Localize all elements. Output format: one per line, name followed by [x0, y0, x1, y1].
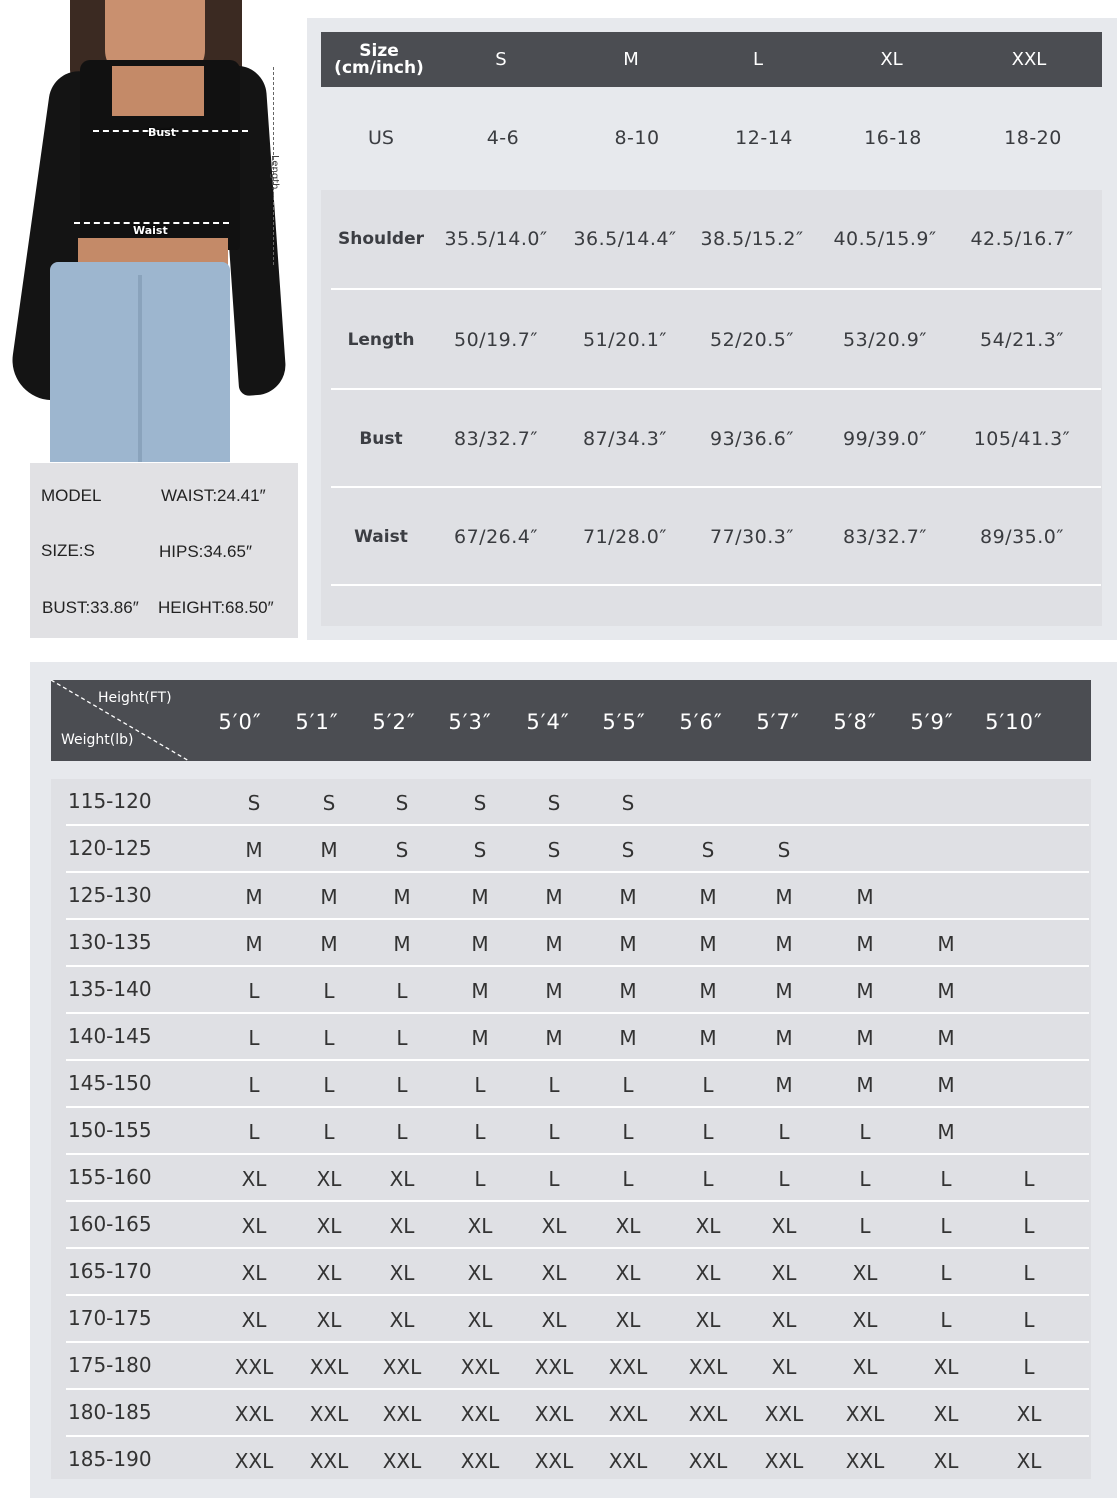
- size-cell: L: [548, 1167, 560, 1191]
- cell-value: 35.5/14.0″: [444, 228, 548, 250]
- size-cell: M: [856, 979, 874, 1003]
- size-cell: XXL: [309, 1402, 349, 1426]
- size-cell: S: [473, 791, 487, 815]
- size-cell: M: [937, 1026, 955, 1050]
- size-cell: L: [702, 1120, 714, 1144]
- size-cell: XL: [467, 1261, 493, 1285]
- weight-range: 150-155: [68, 1118, 152, 1142]
- size-cell: XL: [771, 1214, 797, 1238]
- size-cell: XL: [615, 1214, 641, 1238]
- size-cell: M: [775, 979, 793, 1003]
- size-cell: XXL: [460, 1449, 500, 1473]
- cell-value: 71/28.0″: [583, 526, 667, 548]
- size-cell: L: [396, 1120, 408, 1144]
- size-cell: XL: [695, 1261, 721, 1285]
- size-cell: L: [622, 1167, 634, 1191]
- size-cell: M: [320, 932, 338, 956]
- measurement-chart-header: [321, 32, 1102, 87]
- size-cell: L: [396, 979, 408, 1003]
- size-cell: XXL: [534, 1449, 574, 1473]
- size-cell: XL: [615, 1261, 641, 1285]
- size-cell: M: [245, 932, 263, 956]
- size-cell: M: [619, 1026, 637, 1050]
- size-cell: L: [622, 1073, 634, 1097]
- size-cell: L: [548, 1073, 560, 1097]
- size-cell: XL: [615, 1308, 641, 1332]
- model-height: HEIGHT:68.50″: [158, 598, 274, 617]
- size-cell: M: [775, 932, 793, 956]
- size-col-xl: XL: [880, 49, 903, 70]
- size-cell: M: [856, 1026, 874, 1050]
- size-cell: XXL: [382, 1355, 422, 1379]
- size-cell: L: [248, 979, 260, 1003]
- table-row: [66, 873, 1089, 920]
- size-cell: XXL: [688, 1449, 728, 1473]
- height-weight-body: [51, 779, 1091, 1479]
- table-row-waist: [331, 490, 1101, 586]
- size-cell: S: [322, 791, 336, 815]
- size-cell: XXL: [688, 1355, 728, 1379]
- length-annotation: Length: [269, 155, 280, 190]
- weight-range: 180-185: [68, 1400, 152, 1424]
- weight-range: 145-150: [68, 1071, 152, 1095]
- size-cell: L: [474, 1120, 486, 1144]
- cell-value: 52/20.5″: [710, 329, 794, 351]
- size-cell: L: [1023, 1214, 1035, 1238]
- weight-range: 175-180: [68, 1353, 152, 1377]
- table-row: [66, 1202, 1089, 1249]
- size-cell: XXL: [460, 1355, 500, 1379]
- cell-value: 51/20.1″: [583, 329, 667, 351]
- weight-range: 135-140: [68, 977, 152, 1001]
- table-row-shoulder: [331, 190, 1101, 290]
- height-col: 5′10″: [985, 710, 1043, 734]
- cell-value: 105/41.3″: [973, 428, 1071, 450]
- size-cell: XL: [695, 1308, 721, 1332]
- height-col: 5′4″: [526, 710, 570, 734]
- size-cell: L: [778, 1167, 790, 1191]
- size-cell: XL: [241, 1308, 267, 1332]
- size-cell: M: [775, 885, 793, 909]
- size-cell: M: [393, 885, 411, 909]
- size-cell: M: [937, 1073, 955, 1097]
- table-row-length: [331, 292, 1101, 390]
- size-col-m: M: [623, 49, 639, 70]
- table-row: [66, 1437, 1089, 1484]
- size-cell: M: [471, 885, 489, 909]
- size-cell: M: [545, 885, 563, 909]
- cell-value: 83/32.7″: [454, 428, 538, 450]
- model-size: SIZE:S: [41, 541, 95, 560]
- size-cell: XL: [241, 1261, 267, 1285]
- cell-value: 42.5/16.7″: [970, 228, 1074, 250]
- model-title: MODEL: [41, 486, 102, 505]
- weight-range: 165-170: [68, 1259, 152, 1283]
- size-cell: XXL: [534, 1355, 574, 1379]
- size-col-xxl: XXL: [1011, 49, 1047, 70]
- size-cell: XL: [771, 1355, 797, 1379]
- size-cell: XL: [316, 1308, 342, 1332]
- table-row: [66, 920, 1089, 967]
- size-cell: M: [937, 979, 955, 1003]
- table-row: [66, 826, 1089, 873]
- size-cell: XL: [933, 1355, 959, 1379]
- size-cell: XXL: [845, 1449, 885, 1473]
- us-value: 12-14: [735, 127, 793, 149]
- size-cell: M: [619, 932, 637, 956]
- cell-value: 83/32.7″: [843, 526, 927, 548]
- size-cell: M: [619, 979, 637, 1003]
- size-cell: M: [245, 885, 263, 909]
- height-weight-chart: [30, 662, 1117, 1498]
- size-cell: M: [619, 885, 637, 909]
- cell-value: 40.5/15.9″: [833, 228, 937, 250]
- height-col: 5′3″: [448, 710, 492, 734]
- cell-value: 87/34.3″: [583, 428, 667, 450]
- size-cell: XXL: [845, 1402, 885, 1426]
- size-cell: S: [547, 791, 561, 815]
- weight-axis-label: Weight(lb): [61, 732, 134, 748]
- weight-range: 120-125: [68, 836, 152, 860]
- table-row: [66, 1155, 1089, 1202]
- size-cell: XL: [541, 1214, 567, 1238]
- size-cell: L: [1023, 1308, 1035, 1332]
- size-cell: XL: [852, 1261, 878, 1285]
- size-cell: M: [699, 979, 717, 1003]
- size-cell: L: [396, 1073, 408, 1097]
- height-weight-header: [51, 680, 1091, 761]
- row-label: Shoulder: [337, 229, 425, 249]
- size-cell: S: [247, 791, 261, 815]
- size-cell: XL: [695, 1214, 721, 1238]
- model-hips: HIPS:34.65″: [159, 542, 252, 561]
- bust-annotation: Bust: [148, 126, 177, 139]
- size-cell: XL: [771, 1308, 797, 1332]
- size-cell: S: [473, 838, 487, 862]
- table-row: [66, 779, 1089, 826]
- size-cell: XL: [316, 1167, 342, 1191]
- size-cell: XXL: [309, 1355, 349, 1379]
- size-cell: XL: [389, 1167, 415, 1191]
- size-cell: M: [775, 1026, 793, 1050]
- size-cell: L: [1023, 1355, 1035, 1379]
- height-col: 5′2″: [372, 710, 416, 734]
- us-label: US: [368, 127, 394, 149]
- table-row: [66, 1061, 1089, 1108]
- size-cell: L: [778, 1120, 790, 1144]
- size-cell: XL: [241, 1214, 267, 1238]
- size-cell: XXL: [460, 1402, 500, 1426]
- us-value: 16-18: [864, 127, 922, 149]
- size-header-line2: (cm/inch): [334, 57, 424, 78]
- size-cell: L: [940, 1167, 952, 1191]
- photo-jeans-seam: [138, 275, 142, 462]
- row-label: Length: [347, 330, 415, 350]
- size-cell: M: [245, 838, 263, 862]
- cell-value: 89/35.0″: [980, 526, 1064, 548]
- table-row: [66, 1108, 1089, 1155]
- size-cell: L: [940, 1214, 952, 1238]
- size-cell: XL: [852, 1355, 878, 1379]
- size-cell: XL: [933, 1449, 959, 1473]
- size-header-line1: Size: [359, 40, 399, 61]
- size-cell: XL: [852, 1308, 878, 1332]
- size-cell: S: [621, 791, 635, 815]
- height-col: 5′1″: [295, 710, 339, 734]
- size-cell: XL: [316, 1214, 342, 1238]
- size-cell: S: [395, 791, 409, 815]
- cell-value: 99/39.0″: [843, 428, 927, 450]
- row-label: Bust: [359, 429, 403, 449]
- row-label: Waist: [354, 527, 408, 547]
- photo-neckline: [112, 66, 204, 116]
- size-cell: M: [471, 1026, 489, 1050]
- height-col: 5′0″: [218, 710, 262, 734]
- size-cell: L: [859, 1214, 871, 1238]
- height-col: 5′8″: [833, 710, 877, 734]
- size-cell: L: [940, 1308, 952, 1332]
- size-cell: L: [474, 1073, 486, 1097]
- size-cell: XXL: [608, 1402, 648, 1426]
- model-photo: [0, 0, 300, 462]
- table-row: [66, 1296, 1089, 1343]
- size-cell: XXL: [309, 1449, 349, 1473]
- size-cell: M: [320, 885, 338, 909]
- size-cell: XL: [541, 1261, 567, 1285]
- cell-value: 77/30.3″: [710, 526, 794, 548]
- size-cell: XXL: [608, 1355, 648, 1379]
- size-cell: XXL: [382, 1449, 422, 1473]
- cell-value: 67/26.4″: [454, 526, 538, 548]
- size-cell: L: [702, 1167, 714, 1191]
- cell-value: 54/21.3″: [980, 329, 1064, 351]
- table-row-bust: [331, 392, 1101, 488]
- waist-annotation: Waist: [133, 224, 168, 237]
- size-cell: L: [248, 1120, 260, 1144]
- size-cell: L: [323, 1026, 335, 1050]
- size-cell: XL: [541, 1308, 567, 1332]
- size-cell: S: [395, 838, 409, 862]
- weight-range: 115-120: [68, 789, 152, 813]
- cell-value: 38.5/15.2″: [700, 228, 804, 250]
- weight-range: 140-145: [68, 1024, 152, 1048]
- height-col: 5′5″: [602, 710, 646, 734]
- size-cell: L: [940, 1261, 952, 1285]
- size-cell: L: [1023, 1167, 1035, 1191]
- size-cell: XL: [467, 1214, 493, 1238]
- size-cell: XXL: [608, 1449, 648, 1473]
- size-cell: XL: [389, 1308, 415, 1332]
- size-cell: M: [856, 1073, 874, 1097]
- size-cell: L: [702, 1073, 714, 1097]
- size-cell: L: [859, 1167, 871, 1191]
- size-cell: XL: [389, 1214, 415, 1238]
- size-cell: L: [548, 1120, 560, 1144]
- cell-value: 53/20.9″: [843, 329, 927, 351]
- size-cell: M: [545, 1026, 563, 1050]
- height-col: 5′6″: [679, 710, 723, 734]
- size-cell: M: [856, 932, 874, 956]
- table-row: [66, 1249, 1089, 1296]
- size-cell: M: [545, 979, 563, 1003]
- size-cell: S: [547, 838, 561, 862]
- height-col: 5′9″: [910, 710, 954, 734]
- size-cell: M: [699, 1026, 717, 1050]
- size-cell: S: [701, 838, 715, 862]
- size-cell: XXL: [534, 1402, 574, 1426]
- size-cell: L: [396, 1026, 408, 1050]
- size-cell: XL: [467, 1308, 493, 1332]
- size-col-l: L: [752, 49, 764, 70]
- weight-range: 125-130: [68, 883, 152, 907]
- model-bust: BUST:33.86″: [42, 598, 139, 617]
- size-cell: M: [545, 932, 563, 956]
- height-axis-label: Height(FT): [98, 690, 172, 706]
- size-unit-header: [321, 40, 437, 78]
- us-value: 18-20: [1004, 127, 1062, 149]
- size-cell: S: [777, 838, 791, 862]
- size-cell: XXL: [234, 1355, 274, 1379]
- us-value: 4-6: [486, 127, 520, 149]
- us-value: 8-10: [614, 127, 660, 149]
- measurement-chart-body: [321, 190, 1102, 626]
- size-cell: M: [320, 838, 338, 862]
- cell-value: 36.5/14.4″: [573, 228, 677, 250]
- size-cell: M: [699, 932, 717, 956]
- size-cell: XL: [1016, 1402, 1042, 1426]
- measurement-chart: [307, 18, 1117, 640]
- weight-range: 185-190: [68, 1447, 152, 1471]
- table-row: [66, 967, 1089, 1014]
- size-col-s: S: [495, 49, 507, 70]
- size-cell: L: [622, 1120, 634, 1144]
- size-cell: XL: [316, 1261, 342, 1285]
- size-cell: M: [937, 932, 955, 956]
- size-cell: XXL: [764, 1449, 804, 1473]
- size-cell: L: [1023, 1261, 1035, 1285]
- us-size-row: [321, 88, 1102, 188]
- size-cell: XL: [389, 1261, 415, 1285]
- size-cell: XL: [1016, 1449, 1042, 1473]
- weight-range: 130-135: [68, 930, 152, 954]
- size-cell: L: [248, 1026, 260, 1050]
- model-info-card: [30, 463, 298, 638]
- size-cell: XXL: [234, 1449, 274, 1473]
- cell-value: 50/19.7″: [454, 329, 538, 351]
- size-cell: L: [323, 979, 335, 1003]
- size-cell: M: [937, 1120, 955, 1144]
- weight-range: 160-165: [68, 1212, 152, 1236]
- table-row: [66, 1390, 1089, 1437]
- size-cell: L: [323, 1073, 335, 1097]
- size-cell: XXL: [764, 1402, 804, 1426]
- size-cell: M: [471, 932, 489, 956]
- size-cell: L: [859, 1120, 871, 1144]
- size-cell: L: [474, 1167, 486, 1191]
- size-cell: M: [471, 979, 489, 1003]
- weight-range: 155-160: [68, 1165, 152, 1189]
- table-row: [66, 1343, 1089, 1390]
- size-cell: M: [699, 885, 717, 909]
- cell-value: 93/36.6″: [710, 428, 794, 450]
- model-waist: WAIST:24.41″: [161, 486, 266, 505]
- height-col: 5′7″: [756, 710, 800, 734]
- size-cell: M: [856, 885, 874, 909]
- size-cell: XL: [933, 1402, 959, 1426]
- size-cell: XXL: [234, 1402, 274, 1426]
- size-cell: XL: [241, 1167, 267, 1191]
- size-cell: L: [323, 1120, 335, 1144]
- size-cell: M: [775, 1073, 793, 1097]
- size-cell: M: [393, 932, 411, 956]
- weight-range: 170-175: [68, 1306, 152, 1330]
- size-cell: L: [248, 1073, 260, 1097]
- size-cell: S: [621, 838, 635, 862]
- size-cell: XL: [771, 1261, 797, 1285]
- table-row: [66, 1014, 1089, 1061]
- size-cell: XXL: [688, 1402, 728, 1426]
- size-cell: XXL: [382, 1402, 422, 1426]
